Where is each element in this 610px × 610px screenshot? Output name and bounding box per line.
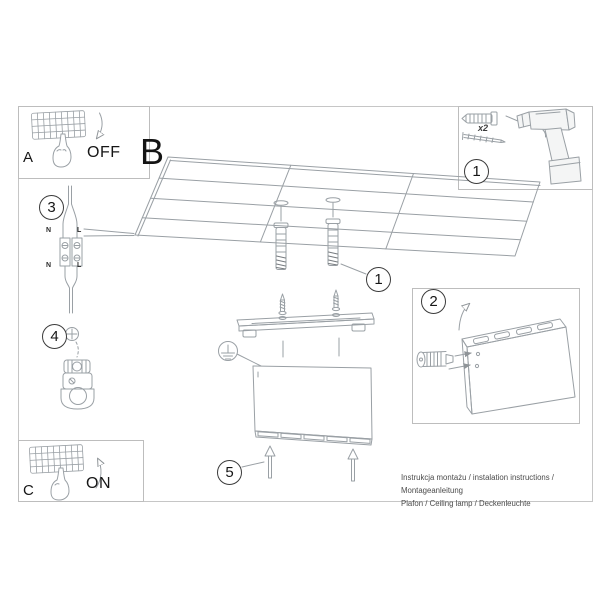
footer-line-1: Instrukcja montażu / instalation instructions / Montageanleitung <box>401 473 554 495</box>
step-4-number: 4 <box>50 328 59 345</box>
step-2-badge <box>421 289 446 314</box>
terminal-n-bottom: N <box>46 262 52 269</box>
terminal-l-top: L <box>77 227 82 234</box>
panel-a-box <box>18 106 150 179</box>
footer-text <box>401 471 596 510</box>
step-1-number: 1 <box>472 163 481 180</box>
panel-a-label: A <box>23 149 34 166</box>
panel-a-state: OFF <box>87 144 121 161</box>
step-4-badge <box>42 324 67 349</box>
step-2-number: 2 <box>429 293 438 310</box>
step-3-badge <box>39 195 64 220</box>
section-b-label: B <box>140 131 165 172</box>
panel-c-state: ON <box>86 475 111 492</box>
step-3-number: 3 <box>47 199 56 216</box>
panel-c-box <box>18 440 144 502</box>
step-5-number: 5 <box>225 464 234 481</box>
terminal-l-bottom: L <box>77 262 82 269</box>
footer-line-2: Plafon / Ceiling lamp / Deckenleuchte <box>401 499 531 508</box>
panel-c-label: C <box>23 482 34 499</box>
step-1-number: 1 <box>374 271 383 288</box>
screw-quantity: x2 <box>478 123 489 133</box>
step-1-badge <box>464 159 489 184</box>
step-5-badge <box>217 460 242 485</box>
terminal-n-top: N <box>46 227 52 234</box>
step-1-badge <box>366 267 391 292</box>
